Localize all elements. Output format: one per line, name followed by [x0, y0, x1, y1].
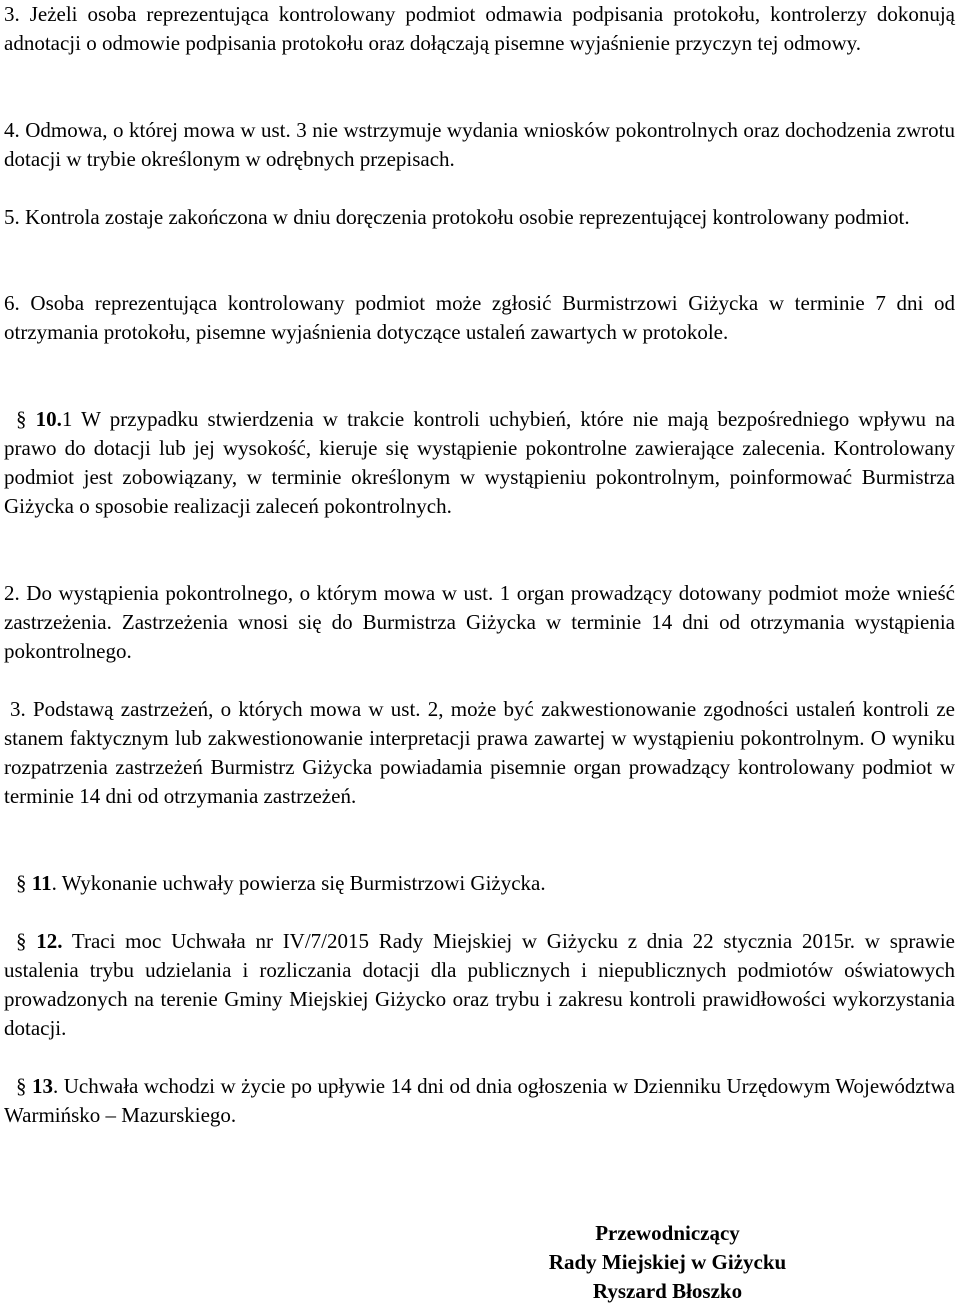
section-10-text: 1 W przypadku stwierdzenia w trakcie kontroli uchybień, które nie mają bezpośredniego wpływu na prawo do dotacji lub jej wysokość, kieruje się wystąpienie pokontrolne zawierające zalecenia. Kontrolowany podmiot jest zobowiązany, w terminie określonym w wystąpieniu pokontrolnym, poinformować Burmistrza Giżycka o sposobie realizacji zaleceń pokontrolnych.	[4, 407, 956, 518]
section-number: 10.	[35, 407, 62, 431]
section-12-paragraph	[4, 927, 955, 1043]
signature-title: Przewodniczący	[595, 1221, 740, 1245]
section-sign: §	[16, 929, 27, 953]
section-11-text: . Wykonanie uchwały powierza się Burmistrzowi Giżycka.	[51, 871, 546, 895]
paragraph-4-text: 4. Odmowa, o której mowa w ust. 3 nie wstrzymuje wydania wniosków pokontrolnych oraz dochodzenia zwrotu dotacji w trybie określonym w odrębnych przepisach.	[4, 118, 955, 171]
signature-council: Rady Miejskiej w Giżycku	[548, 1250, 787, 1274]
paragraph-5-text: 5. Kontrola zostaje zakończona w dniu doręczenia protokołu osobie reprezentującej kontrolowany podmiot.	[4, 205, 910, 229]
signature-block	[510, 1219, 825, 1306]
paragraph-3	[4, 0, 955, 58]
paragraph-5	[4, 203, 955, 232]
paragraph-4	[4, 116, 955, 174]
section-number: 11	[31, 871, 52, 895]
section-number: 12.	[36, 929, 63, 953]
section-number: 13	[32, 1074, 53, 1098]
section-10-paragraph-2-text: 2. Do wystąpienia pokontrolnego, o którym mowa w ust. 1 organ prowadzący dotowany podmiot może wnieść zastrzeżenia. Zastrzeżenia wnosi się do Burmistrza Giżycka w terminie 14 dni od otrzymania wystąpienia pokontrolnego.	[4, 581, 955, 663]
section-sign: §	[16, 407, 27, 431]
section-11-paragraph	[4, 869, 955, 898]
section-10-paragraph-1	[4, 405, 955, 521]
section-10-paragraph-3-text: 3. Podstawą zastrzeżeń, o których mowa w ust. 2, może być zakwestionowanie zgodności ustaleń kontroli ze stanem faktycznym lub zakwestionowanie interpretacji prawa zawartej w wystąpieniu pokontrolnym. O wyniku rozpatrzenia zastrzeżeń Burmistrz Giżycka powiadamia pisemnie organ prowadzący kontrolowany podmiot w terminie 14 dni od otrzymania zastrzeżeń.	[4, 697, 955, 808]
paragraph-6-text: 6. Osoba reprezentująca kontrolowany podmiot może zgłosić Burmistrzowi Giżycka w terminie 7 dni od otrzymania protokołu, pisemne wyjaśnienia dotyczące ustaleń zawartych w protokole.	[4, 291, 955, 344]
paragraph-3-text: 3. Jeżeli osoba reprezentująca kontrolowany podmiot odmawia podpisania protokołu, kontrolerzy dokonują adnotacji o odmowie podpisania protokołu oraz dołączają pisemne wyjaśnienie przyczyn tej odmowy.	[4, 2, 955, 55]
section-13-text: . Uchwała wchodzi w życie po upływie 14 dni od dnia ogłoszenia w Dzienniku Urzędowym Województwa Warmińsko – Mazurskiego.	[4, 1074, 955, 1127]
section-10-paragraph-3	[4, 695, 955, 811]
section-13-paragraph	[4, 1072, 955, 1130]
section-10-paragraph-2	[4, 579, 955, 666]
section-12-text: Traci moc Uchwała nr IV/7/2015 Rady Miejskiej w Giżycku z dnia 22 stycznia 2015r. w sprawie ustalenia trybu udzielania i rozliczania dotacji dla publicznych i niepublicznych podmiotów oświatowych prowadzonych na terenie Gminy Miejskiej Giżycko oraz trybu i zakresu kontroli prawidłowości wykorzystania dotacji.	[4, 929, 956, 1040]
section-sign: §	[16, 871, 27, 895]
section-sign: §	[16, 1074, 27, 1098]
paragraph-6	[4, 289, 955, 347]
signature-name: Ryszard Błoszko	[592, 1279, 743, 1303]
